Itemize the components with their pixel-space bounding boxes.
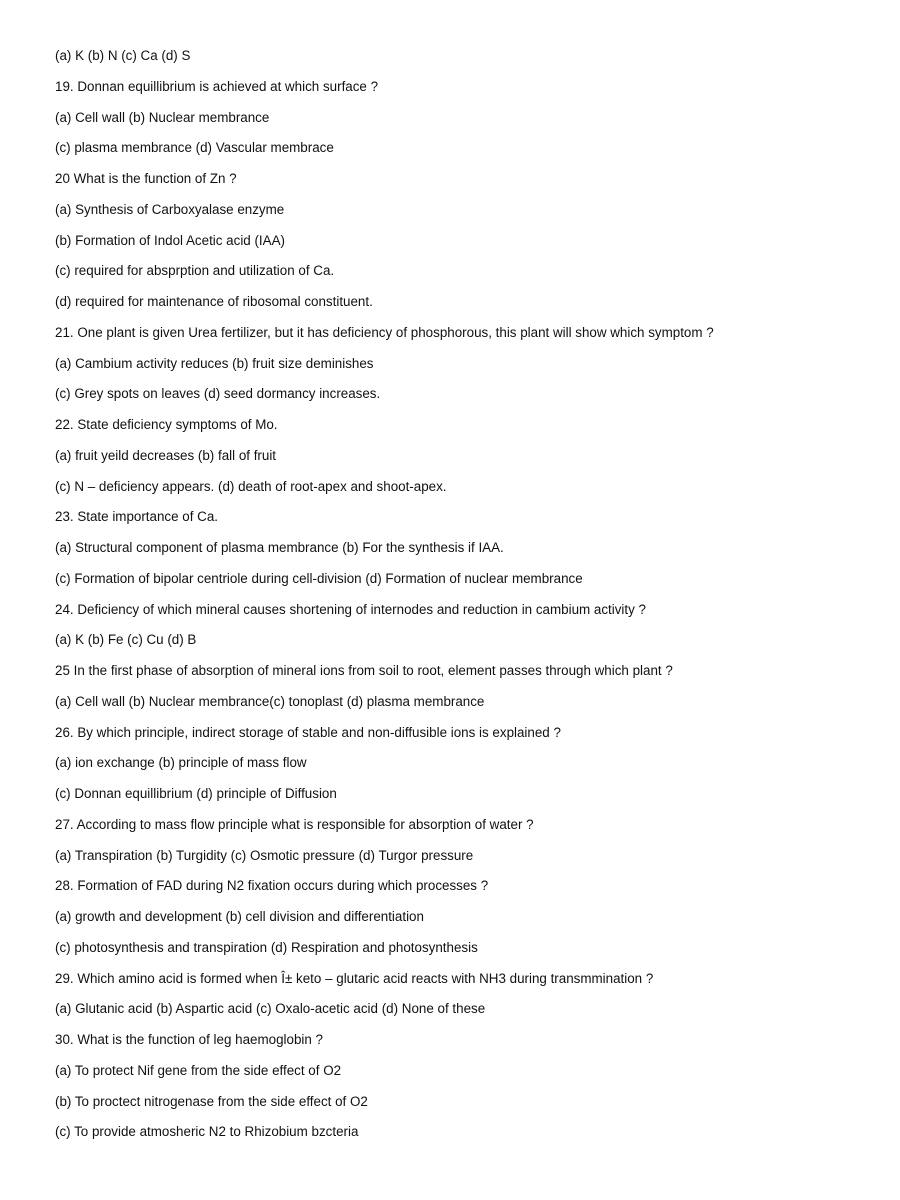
answer-option-30-c: (c) To provide atmosheric N2 to Rhizobium bzcteria (55, 1124, 359, 1140)
answer-options-28-ab: (a) growth and development (b) cell division and differentiation (55, 909, 424, 924)
answer-options-19-ab: (a) Cell wall (b) Nuclear membrance (55, 109, 270, 125)
answer-option-20-c: (c) required for absprption and utilization of Ca. (55, 263, 335, 279)
answer-option-20-d: (d) required for maintenance of ribosomal constituent. (55, 294, 373, 309)
question-19: 19. Donnan equillibrium is achieved at which surface ? (55, 78, 379, 94)
answer-options-24: (a) K (b) Fe (c) Cu (d) B (55, 632, 197, 648)
answer-options-26-ab: (a) ion exchange (b) principle of mass flow (55, 755, 307, 771)
question-29: 29. Which amino acid is formed when Î± keto – glutaric acid reacts with NH3 during transmmination ? (55, 970, 654, 986)
answer-options-22-ab: (a) fruit yeild decreases (b) fall of fruit (55, 447, 277, 463)
question-30: 30. What is the function of leg haemoglobin ? (55, 1032, 323, 1047)
question-23: 23. State importance of Ca. (55, 509, 219, 525)
answer-options-29: (a) Glutanic acid (b) Aspartic acid (c) Oxalo-acetic acid (d) None of these (55, 1001, 486, 1017)
answer-options-18: (a) K (b) N (c) Ca (d) S (55, 48, 191, 63)
answer-options-25: (a) Cell wall (b) Nuclear membrance(c) tonoplast (d) plasma membrance (55, 693, 485, 709)
question-26: 26. By which principle, indirect storage of stable and non-diffusible ions is explained ? (55, 724, 561, 740)
answer-options-23-ab: (a) Structural component of plasma membrance (b) For the synthesis if IAA. (55, 540, 504, 555)
answer-options-26-cd: (c) Donnan equillibrium (d) principle of Diffusion (55, 786, 337, 801)
question-25: 25 In the first phase of absorption of mineral ions from soil to root, element passes through which plant ? (55, 663, 673, 678)
question-22: 22. State deficiency symptoms of Mo. (55, 417, 278, 432)
answer-options-21-cd: (c) Grey spots on leaves (d) seed dormancy increases. (55, 386, 381, 402)
answer-options-23-cd: (c) Formation of bipolar centriole during cell-division (d) Formation of nuclear membrance (55, 570, 583, 586)
answer-options-22-cd: (c) N – deficiency appears. (d) death of root-apex and shoot-apex. (55, 478, 447, 494)
answer-options-27: (a) Transpiration (b) Turgidity (c) Osmotic pressure (d) Turgor pressure (55, 847, 474, 863)
question-20: 20 What is the function of Zn ? (55, 171, 237, 186)
answer-options-19-cd: (c) plasma membrance (d) Vascular membrace (55, 140, 334, 156)
question-list (55, 47, 875, 1154)
question-27: 27. According to mass flow principle what is responsible for absorption of water ? (55, 816, 534, 832)
answer-option-20-a: (a) Synthesis of Carboxyalase enzyme (55, 201, 285, 217)
answer-option-20-b: (b) Formation of Indol Acetic acid (IAA) (55, 232, 285, 248)
answer-option-30-b: (b) To proctect nitrogenase from the side effect of O2 (55, 1093, 368, 1109)
question-28: 28. Formation of FAD during N2 fixation occurs during which processes ? (55, 878, 489, 894)
answer-option-30-a: (a) To protect Nif gene from the side effect of O2 (55, 1062, 342, 1078)
question-21: 21. One plant is given Urea fertilizer, but it has deficiency of phosphorous, this plant will show which symptom ? (55, 324, 714, 340)
question-24: 24. Deficiency of which mineral causes shortening of internodes and reduction in cambium activity ? (55, 601, 646, 617)
answer-options-28-cd: (c) photosynthesis and transpiration (d) Respiration and photosynthesis (55, 939, 478, 955)
answer-options-21-ab: (a) Cambium activity reduces (b) fruit size deminishes (55, 355, 374, 371)
